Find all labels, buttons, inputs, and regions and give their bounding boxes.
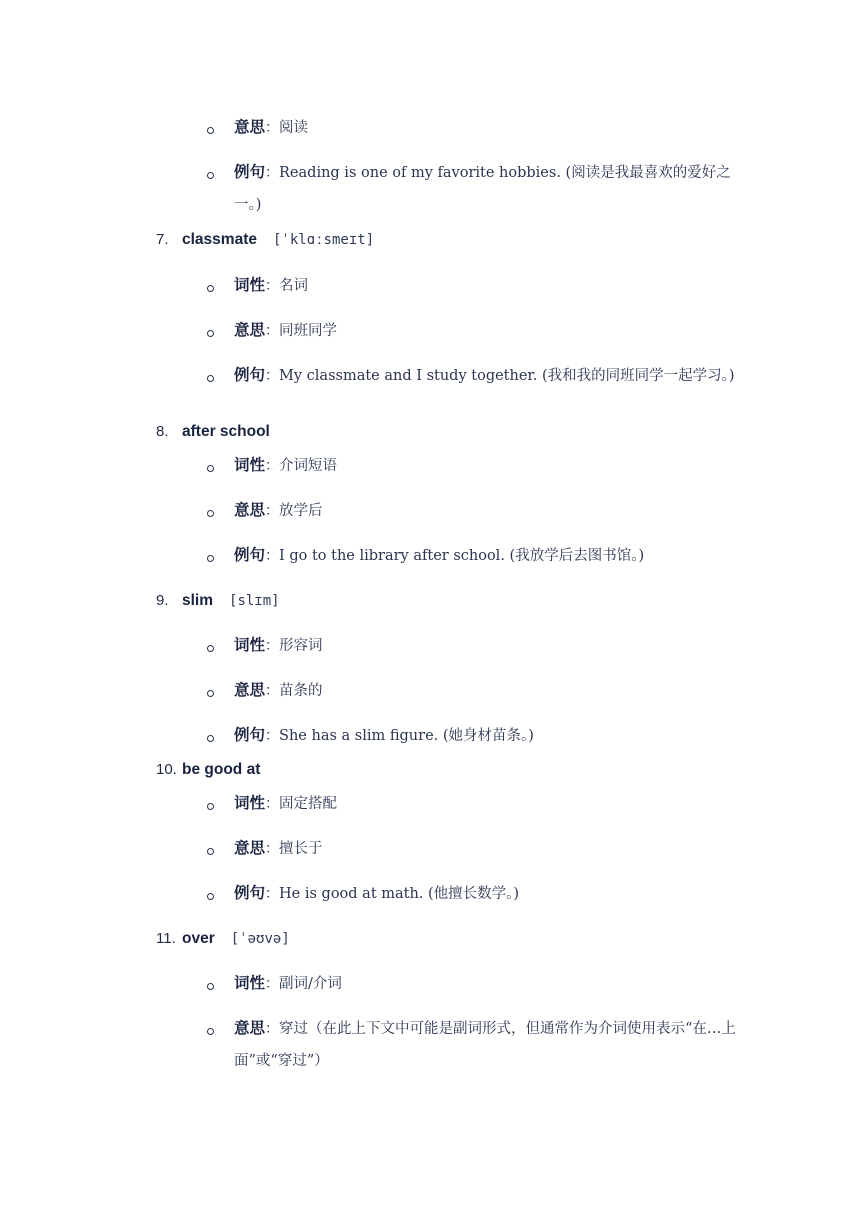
hollow-bullet-icon: [207, 735, 214, 742]
meaning-item: [207, 503, 737, 527]
example-label: 例句: [234, 367, 266, 384]
meaning-text: 擅长于: [279, 841, 323, 857]
hollow-bullet-icon: [207, 983, 214, 990]
entry-word: after school: [182, 423, 270, 440]
hollow-bullet-icon: [207, 690, 214, 697]
example-label: 例句: [234, 885, 266, 902]
example-item: [207, 368, 737, 392]
pos-label: 词性: [234, 795, 266, 812]
separator: ：: [265, 1021, 280, 1037]
entry-word: slim: [182, 592, 214, 609]
example-item: [207, 728, 737, 752]
example-item: [207, 548, 737, 572]
meaning-label: 意思: [234, 840, 266, 857]
meaning-text: 穿过（在此上下文中可能是副词形式，但通常作为介词使用表示“在…上面”或“穿过”）: [234, 1021, 736, 1069]
meaning-label: 意思: [234, 502, 266, 519]
separator: ：: [265, 323, 280, 339]
example-label: 例句: [234, 547, 266, 564]
meaning-label: 意思: [234, 322, 266, 339]
pos-label: 词性: [234, 975, 266, 992]
hollow-bullet-icon: [207, 510, 214, 517]
hollow-bullet-icon: [207, 127, 214, 134]
meaning-item: [207, 120, 737, 144]
meaning-label: 意思: [234, 1020, 266, 1037]
entry-phonetic: [slɪm]: [229, 593, 280, 609]
example-text: I go to the library after school. (我放学后去图书馆。): [279, 548, 645, 564]
vocab-entry-heading: [156, 930, 290, 948]
meaning-text: 同班同学: [279, 323, 338, 339]
entry-number: 11.: [156, 930, 176, 947]
pos-text: 副词/介词: [279, 976, 342, 992]
entry-number: 10.: [156, 761, 177, 778]
pos-text: 固定搭配: [279, 796, 338, 812]
separator: ：: [265, 458, 280, 474]
hollow-bullet-icon: [207, 465, 214, 472]
separator: ：: [265, 548, 280, 564]
separator: ：: [265, 120, 280, 136]
separator: ：: [265, 638, 280, 654]
vocab-entry-heading: [156, 423, 270, 441]
pos-item: [207, 976, 737, 1000]
separator: ：: [265, 368, 280, 384]
pos-label: 词性: [234, 637, 266, 654]
entry-number: 7.: [156, 231, 169, 248]
meaning-item: [207, 323, 737, 347]
pos-text: 介词短语: [279, 458, 338, 474]
hollow-bullet-icon: [207, 803, 214, 810]
entry-number: 8.: [156, 423, 169, 440]
example-item: [207, 165, 737, 221]
hollow-bullet-icon: [207, 848, 214, 855]
separator: ：: [265, 796, 280, 812]
pos-label: 词性: [234, 457, 266, 474]
meaning-item: [207, 841, 737, 865]
meaning-label: 意思: [234, 119, 266, 136]
pos-item: [207, 638, 737, 662]
vocab-entry-heading: [156, 592, 280, 610]
pos-label: 词性: [234, 277, 266, 294]
separator: ：: [265, 886, 280, 902]
pos-item: [207, 458, 737, 482]
pos-text: 名词: [279, 278, 309, 294]
example-label: 例句: [234, 164, 266, 181]
separator: ：: [265, 165, 280, 181]
meaning-label: 意思: [234, 682, 266, 699]
example-label: 例句: [234, 727, 266, 744]
separator: ：: [265, 683, 280, 699]
separator: ：: [265, 503, 280, 519]
meaning-text: 苗条的: [279, 683, 323, 699]
pos-item: [207, 796, 737, 820]
example-item: [207, 886, 737, 910]
entry-number: 9.: [156, 592, 169, 609]
meaning-text: 阅读: [279, 120, 309, 136]
hollow-bullet-icon: [207, 285, 214, 292]
hollow-bullet-icon: [207, 172, 214, 179]
example-text: He is good at math. (他擅长数学。): [279, 886, 520, 902]
entry-word: over: [182, 930, 215, 947]
pos-item: [207, 278, 737, 302]
entry-word: classmate: [182, 231, 257, 248]
hollow-bullet-icon: [207, 1028, 214, 1035]
separator: ：: [265, 976, 280, 992]
entry-word: be good at: [182, 761, 261, 778]
hollow-bullet-icon: [207, 375, 214, 382]
separator: ：: [265, 728, 280, 744]
hollow-bullet-icon: [207, 645, 214, 652]
hollow-bullet-icon: [207, 330, 214, 337]
vocab-entry-heading: [156, 231, 374, 249]
example-text: Reading is one of my favorite hobbies. (阅读是我最喜欢的爱好之一。): [234, 165, 731, 213]
meaning-item: [207, 683, 737, 707]
hollow-bullet-icon: [207, 893, 214, 900]
entry-phonetic: [ˈklɑːsmeɪt]: [272, 232, 375, 248]
example-text: She has a slim figure. (她身材苗条。): [279, 728, 534, 744]
example-text: My classmate and I study together. (我和我的同班同学一起学习。): [279, 368, 735, 384]
pos-text: 形容词: [279, 638, 323, 654]
separator: ：: [265, 841, 280, 857]
separator: ：: [265, 278, 280, 294]
hollow-bullet-icon: [207, 555, 214, 562]
entry-phonetic: [ˈəʊvə]: [230, 931, 290, 947]
meaning-item: [207, 1021, 737, 1077]
meaning-text: 放学后: [279, 503, 323, 519]
vocab-entry-heading: [156, 761, 260, 779]
